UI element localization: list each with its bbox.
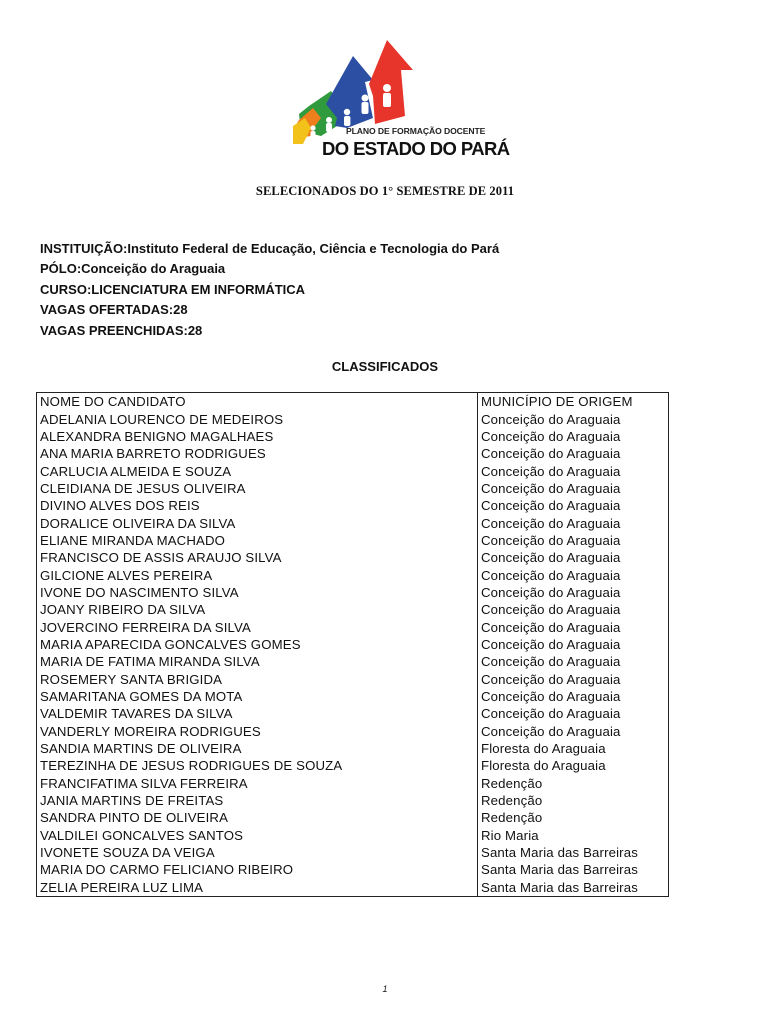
table-row [37,514,669,531]
municipality: Redenção [478,809,669,826]
table-row [37,462,669,479]
municipality: Conceição do Araguaia [478,601,669,618]
municipality: Conceição do Araguaia [478,618,669,635]
candidate-name: SAMARITANA GOMES DA MOTA [37,688,478,705]
candidate-name: CLEIDIANA DE JESUS OLIVEIRA [37,480,478,497]
municipality: Conceição do Araguaia [478,410,669,427]
table-row [37,410,669,427]
candidate-name: FRANCIFATIMA SILVA FERREIRA [37,775,478,792]
candidate-name: DIVINO ALVES DOS REIS [37,497,478,514]
candidate-name: MARIA DE FATIMA MIRANDA SILVA [37,653,478,670]
logo-red-arrow [369,40,413,124]
municipality: Santa Maria das Barreiras [478,879,669,897]
table-row [37,566,669,583]
table-row [37,532,669,549]
municipality: Conceição do Araguaia [478,705,669,722]
municipality: Redenção [478,792,669,809]
candidate-name: VANDERLY MOREIRA RODRIGUES [37,723,478,740]
municipality: Santa Maria das Barreiras [478,861,669,878]
municipality: Conceição do Araguaia [478,688,669,705]
table-row [37,861,669,878]
candidate-name: SANDRA PINTO DE OLIVEIRA [37,809,478,826]
institution-line: INSTITUIÇÃO:Instituto Federal de Educação, Ciência e Tecnologia do Pará [40,241,500,256]
table-row [37,757,669,774]
candidate-name: SANDIA MARTINS DE OLIVEIRA [37,740,478,757]
polo-line: PÓLO:Conceição do Araguaia [40,261,226,277]
municipality: Conceição do Araguaia [478,514,669,531]
table-row [37,827,669,844]
table-row [37,705,669,722]
candidate-name: ADELANIA LOURENCO DE MEDEIROS [37,410,478,427]
municipality: Conceição do Araguaia [478,671,669,688]
table-header-row [37,393,669,411]
table-row [37,549,669,566]
offered-vacancies-line: VAGAS OFERTADAS:28 [40,302,188,318]
table-row [37,428,669,445]
candidate-name: ELIANE MIRANDA MACHADO [37,532,478,549]
municipality: Conceição do Araguaia [478,462,669,479]
table-row [37,497,669,514]
municipality: Conceição do Araguaia [478,428,669,445]
filled-vacancies-line: VAGAS PREENCHIDAS:28 [40,322,203,338]
table-row [37,480,669,497]
candidate-name: ZELIA PEREIRA LUZ LIMA [37,879,478,897]
course-line: CURSO:LICENCIATURA EM INFORMÁTICA [40,281,306,297]
candidate-name: MARIA DO CARMO FELICIANO RIBEIRO [37,861,478,878]
candidate-name: ALEXANDRA BENIGNO MAGALHAES [37,428,478,445]
municipality: Floresta do Araguaia [478,740,669,757]
municipality: Santa Maria das Barreiras [478,844,669,861]
candidate-name: TEREZINHA DE JESUS RODRIGUES DE SOUZA [37,757,478,774]
header-municipality: MUNICÍPIO DE ORIGEM [478,393,669,411]
table-row [37,723,669,740]
municipality: Conceição do Araguaia [478,636,669,653]
municipality: Conceição do Araguaia [478,584,669,601]
classified-table [36,392,669,897]
municipality: Conceição do Araguaia [478,549,669,566]
candidate-name: VALDEMIR TAVARES DA SILVA [37,705,478,722]
candidate-name: IVONETE SOUZA DA VEIGA [37,844,478,861]
candidate-name: ANA MARIA BARRETO RODRIGUES [37,445,478,462]
candidate-name: GILCIONE ALVES PEREIRA [37,566,478,583]
municipality: Conceição do Araguaia [478,532,669,549]
table-row [37,671,669,688]
municipality: Conceição do Araguaia [478,480,669,497]
municipality: Floresta do Araguaia [478,757,669,774]
table-row [37,445,669,462]
table-row [37,740,669,757]
table-row [37,879,669,897]
section-title: CLASSIFICADOS [331,359,439,374]
table-row [37,653,669,670]
table-row [37,618,669,635]
municipality: Rio Maria [478,827,669,844]
candidate-name: ROSEMERY SANTA BRIGIDA [37,671,478,688]
table-row [37,792,669,809]
logo-text-line2: DO ESTADO DO PARÁ [322,138,510,159]
candidate-name: FRANCISCO DE ASSIS ARAUJO SILVA [37,549,478,566]
table-row [37,636,669,653]
page-number: 1 [382,984,388,994]
candidate-name: VALDILEI GONCALVES SANTOS [37,827,478,844]
table-row [37,584,669,601]
table-row [37,775,669,792]
table-row [37,688,669,705]
course-info [40,239,499,341]
municipality: Conceição do Araguaia [478,566,669,583]
header-candidate-name: NOME DO CANDIDATO [37,393,478,411]
candidate-name: JOVERCINO FERREIRA DA SILVA [37,618,478,635]
document-title: SELECIONADOS DO 1° SEMESTRE DE 2011 [255,184,515,198]
candidate-name: MARIA APARECIDA GONCALVES GOMES [37,636,478,653]
logo-text-line1: PLANO DE FORMAÇÃO DOCENTE [346,126,486,136]
municipality: Conceição do Araguaia [478,723,669,740]
candidate-name: IVONE DO NASCIMENTO SILVA [37,584,478,601]
candidate-name: JOANY RIBEIRO DA SILVA [37,601,478,618]
candidate-name: JANIA MARTINS DE FREITAS [37,792,478,809]
table-row [37,844,669,861]
municipality: Redenção [478,775,669,792]
municipality: Conceição do Araguaia [478,497,669,514]
candidate-name: DORALICE OLIVEIRA DA SILVA [37,514,478,531]
table-row [37,601,669,618]
candidate-name: CARLUCIA ALMEIDA E SOUZA [37,462,478,479]
municipality: Conceição do Araguaia [478,653,669,670]
table-row [37,809,669,826]
municipality: Conceição do Araguaia [478,445,669,462]
